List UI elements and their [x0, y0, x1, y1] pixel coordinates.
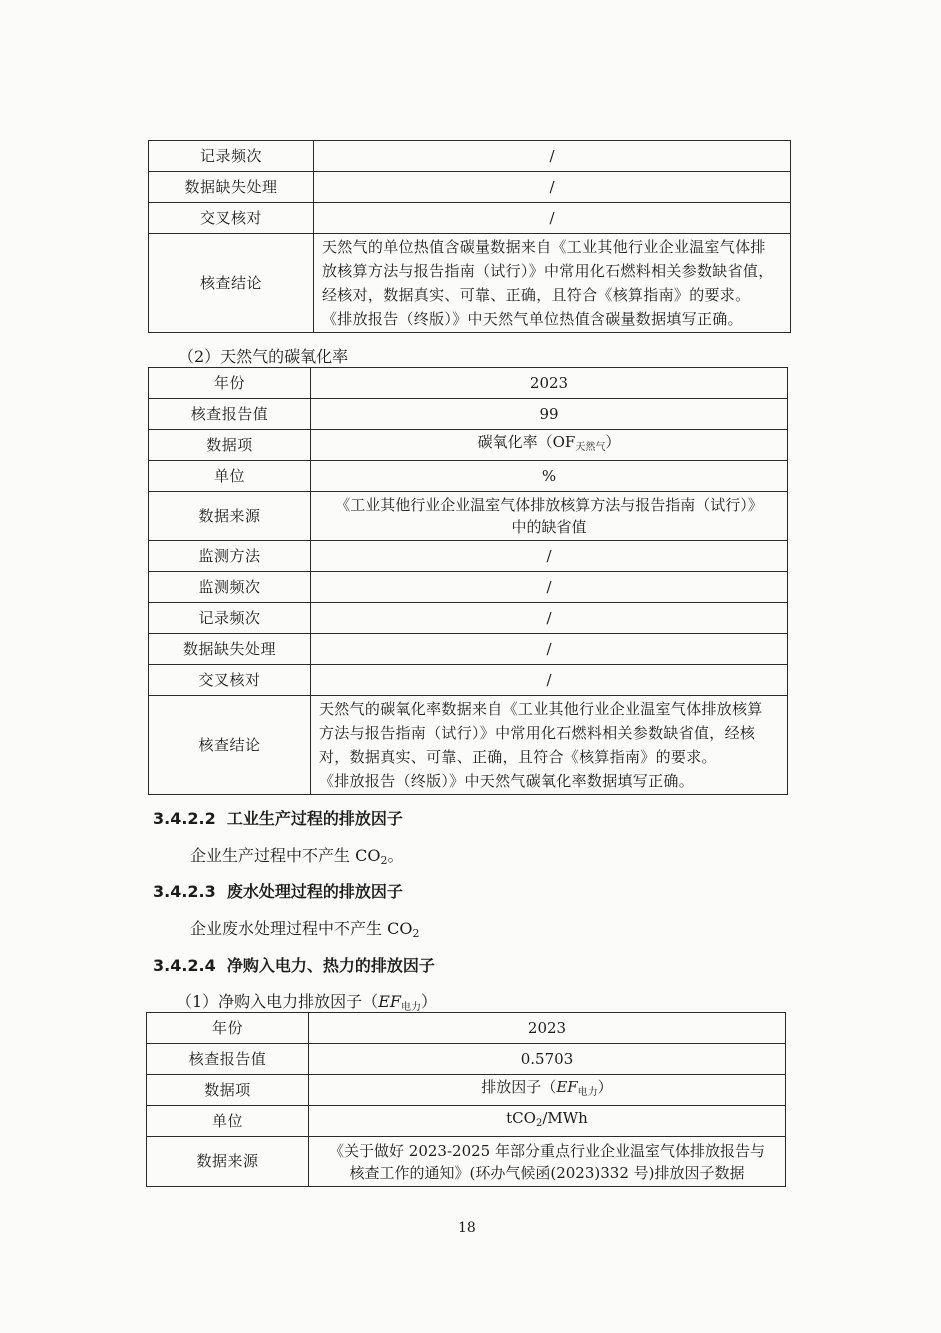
row-value: /	[314, 172, 791, 203]
row-key: 交叉核对	[149, 665, 311, 696]
row-key: 数据来源	[149, 492, 311, 541]
row-key: 数据来源	[147, 1137, 309, 1187]
table-row	[149, 541, 788, 572]
table-row	[149, 203, 791, 234]
table-row	[147, 1044, 786, 1075]
source-line: 中的缺省值	[511, 518, 587, 536]
row-value	[309, 1137, 786, 1187]
para-end: 。	[387, 846, 404, 865]
table-row	[147, 1106, 786, 1137]
row-value: /	[311, 634, 788, 665]
conclusion-line: 天然气的碳氧化率数据来自《工业其他行业企业温室气体排放核算	[319, 700, 763, 718]
paragraph	[190, 916, 419, 940]
row-key: 年份	[147, 1013, 309, 1044]
section-heading	[153, 879, 403, 902]
table-row	[149, 399, 788, 430]
row-key: 数据缺失处理	[149, 172, 314, 203]
table-row	[149, 634, 788, 665]
row-value: %	[311, 461, 788, 492]
row-value: 0.5703	[309, 1044, 786, 1075]
table-row	[147, 1075, 786, 1106]
table-row	[149, 603, 788, 634]
source-line: 核查工作的通知》(环办气候函(2023)332 号)排放因子数据	[349, 1163, 745, 1182]
conclusion-line: 经核对，数据真实、可靠、正确，且符合《核算指南》的要求。	[322, 286, 751, 304]
conclusion-text	[314, 234, 791, 333]
table-row	[149, 430, 788, 461]
conclusion-line: 对，数据真实、可靠、正确，且符合《核算指南》的要求。	[319, 748, 717, 766]
table-row	[149, 172, 791, 203]
caption-close: ）	[420, 992, 437, 1011]
row-value: 2023	[311, 368, 788, 399]
conclusion-line: 《排放报告（终版）》中天然气碳氧化率数据填写正确。	[319, 772, 695, 790]
table-row	[149, 461, 788, 492]
para-subscript: 2	[380, 854, 388, 867]
table-row	[149, 572, 788, 603]
section-number: 3.4.2.3	[153, 882, 216, 901]
table-row	[149, 696, 788, 795]
table-row	[149, 234, 791, 333]
unit-text: tCO	[506, 1109, 536, 1127]
electricity-factor-table	[146, 1012, 786, 1187]
row-key: 数据缺失处理	[149, 634, 311, 665]
para-text: 企业废水处理过程中不产生 CO	[190, 919, 413, 938]
row-key: 核查报告值	[147, 1044, 309, 1075]
table-row	[149, 141, 791, 172]
caption-text: （1）净购入电力排放因子（	[176, 992, 379, 1011]
row-value: 2023	[309, 1013, 786, 1044]
unit-subscript: 2	[535, 1118, 543, 1129]
row-key: 记录频次	[149, 603, 311, 634]
row-key: 记录频次	[149, 141, 314, 172]
row-key: 单位	[147, 1106, 309, 1137]
table-row	[149, 492, 788, 541]
row-key: 交叉核对	[149, 203, 314, 234]
item-main: 排放因子（	[481, 1078, 557, 1096]
row-key: 单位	[149, 461, 311, 492]
row-key: 数据项	[147, 1075, 309, 1106]
caption-ef: EF	[378, 992, 401, 1011]
row-value: /	[311, 665, 788, 696]
para-subscript: 2	[412, 927, 420, 940]
section-number: 3.4.2.2	[153, 809, 216, 828]
item-subscript: 电力	[577, 1087, 598, 1098]
table-row	[149, 368, 788, 399]
row-value	[311, 430, 788, 461]
paragraph	[190, 843, 403, 867]
table-row	[147, 1137, 786, 1187]
row-key: 数据项	[149, 430, 311, 461]
unit-text-end: /MWh	[542, 1109, 588, 1127]
table-row	[147, 1013, 786, 1044]
conclusion-line: 放核算方法与报告指南（试行）》中常用化石燃料相关参数缺省值，	[322, 262, 774, 280]
row-value	[311, 492, 788, 541]
source-line: 《关于做好 2023-2025 年部分重点行业企业温室气体排放报告与	[329, 1141, 765, 1160]
conclusion-text	[311, 696, 788, 795]
item-close: ）	[605, 433, 621, 451]
conclusion-line: 天然气的单位热值含碳量数据来自《工业其他行业企业温室气体排	[322, 238, 766, 256]
row-value: /	[314, 203, 791, 234]
page-number: 18	[458, 1220, 476, 1236]
row-key: 监测频次	[149, 572, 311, 603]
section-title: 工业生产过程的排放因子	[226, 809, 403, 828]
row-key: 核查结论	[149, 696, 311, 795]
conclusion-line: 方法与报告指南（试行）》中常用化石燃料相关参数缺省值，经核	[319, 724, 756, 742]
oxidation-rate-table	[148, 367, 788, 795]
carbon-content-table	[148, 140, 791, 333]
section-heading	[153, 806, 403, 829]
row-value: 99	[311, 399, 788, 430]
row-value: /	[314, 141, 791, 172]
row-key: 年份	[149, 368, 311, 399]
table-caption: （2）天然气的碳氧化率	[178, 347, 349, 366]
row-value: /	[311, 541, 788, 572]
row-value: /	[311, 572, 788, 603]
para-text: 企业生产过程中不产生 CO	[190, 846, 381, 865]
row-value	[309, 1106, 786, 1137]
table-row	[149, 665, 788, 696]
row-key: 核查报告值	[149, 399, 311, 430]
item-close: ）	[597, 1078, 613, 1096]
section-title: 净购入电力、热力的排放因子	[226, 956, 435, 975]
item-main: 碳氧化率（OF	[477, 433, 576, 451]
row-key: 核查结论	[149, 234, 314, 333]
item-ef: EF	[556, 1078, 578, 1096]
section-number: 3.4.2.4	[153, 956, 216, 975]
conclusion-line: 《排放报告（终版）》中天然气单位热值含碳量数据填写正确。	[322, 310, 743, 328]
row-value: /	[311, 603, 788, 634]
source-line: 《工业其他行业企业温室气体排放核算方法与报告指南（试行）》	[335, 496, 763, 514]
item-subscript: 天然气	[575, 442, 606, 453]
section-title: 废水处理过程的排放因子	[226, 882, 403, 901]
row-value	[309, 1075, 786, 1106]
row-key: 监测方法	[149, 541, 311, 572]
caption-subscript: 电力	[400, 1002, 421, 1013]
table-caption	[176, 989, 437, 1013]
section-heading	[153, 953, 435, 976]
